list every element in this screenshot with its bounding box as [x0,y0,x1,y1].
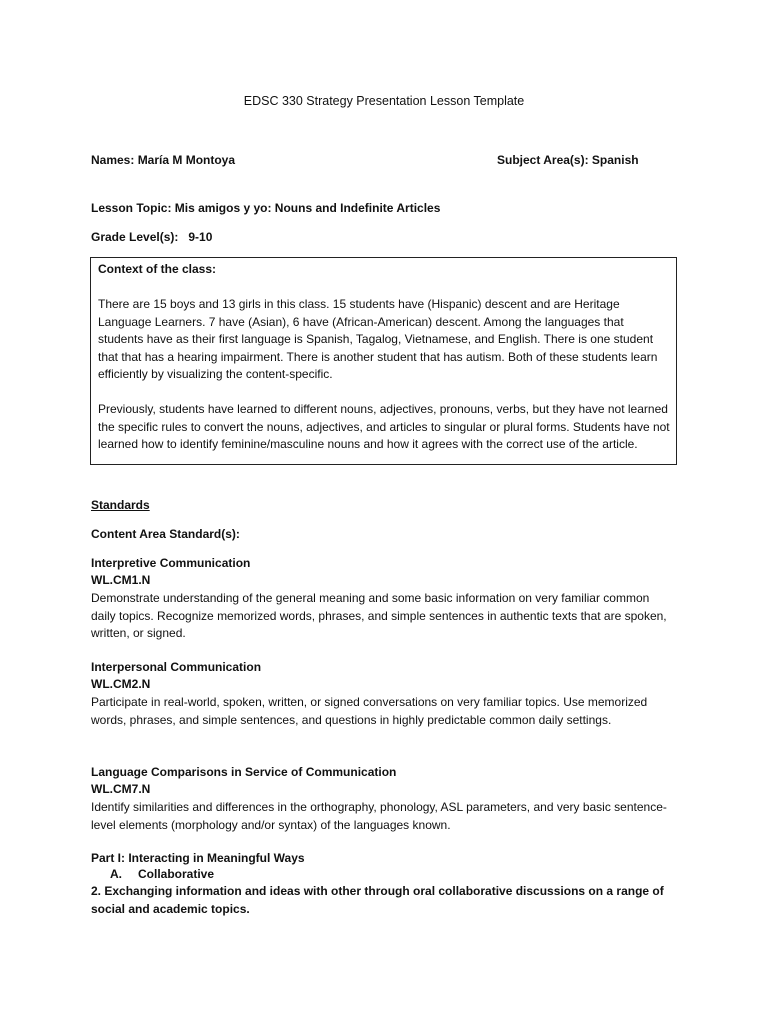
content-area-heading: Content Area Standard(s): [91,527,240,541]
standard-title-language-comparisons: Language Comparisons in Service of Communication [91,765,397,779]
subject-area-line: Subject Area(s): Spanish [497,153,639,167]
names-line: Names: María M Montoya [91,153,236,167]
grade-level-line: Grade Level(s): 9-10 [91,230,213,244]
document-title: EDSC 330 Strategy Presentation Lesson Template [243,94,525,108]
standard-text-cm7: Identify similarities and differences in the orthography, phonology, ASL parameters, and very basic sentence-level elements (morphology and/or syntax) of the languages known. [91,800,667,832]
standard-text-cm1: Demonstrate understanding of the general meaning and some basic information on very familiar common daily topics. Recognize memorized words, phrases, and simple sentences in authentic texts that are spoken, written, or signed. [91,591,667,640]
standard-text-cm2: Participate in real-world, spoken, written, or signed conversations on very familiar topics. Use memorized words, phrases, and simple sentences, and questions in highly predictable common daily settings. [91,695,648,727]
list-label: Collaborative [138,867,215,881]
standards-heading: Standards [91,498,150,512]
standard-code-cm1: WL.CM1.N [91,573,151,587]
standard-code-cm7: WL.CM7.N [91,782,151,796]
context-heading: Context of the class: [98,262,217,276]
context-paragraph-2: Previously, students have learned to different nouns, adjectives, pronouns, verbs, but they have not learned the specific rules to convert the nouns, adjectives, and articles to singular or plural forms. Students have not learned how to identify feminine/masculine nouns and how it agrees with the correct use of the article. [98,402,670,451]
list-marker: A. [110,867,122,881]
part1-heading: Part I: Interacting in Meaningful Ways [91,851,305,865]
list-item-collaborative [110,866,214,884]
standard-code-cm2: WL.CM2.N [91,677,151,691]
context-paragraph-1: There are 15 boys and 13 girls in this class. 15 students have (Hispanic) descent and are Heritage Language Learners. 7 have (Asian), 6 have (African-American) descent. Among the languages that students have as their first language is Spanish, Tagalog, Vietnamese, and English. There is one student that that has a hearing impairment. There is another student that has autism. Both of these students learn efficiently by visualizing the content-specific. [98,297,658,381]
lesson-topic-line: Lesson Topic: Mis amigos y yo: Nouns and Indefinite Articles [91,201,441,215]
standard-title-interpretive: Interpretive Communication [91,556,251,570]
standard-title-interpersonal: Interpersonal Communication [91,660,262,674]
part1-item-text: 2. Exchanging information and ideas with other through oral collaborative discussions on a range of social and academic topics. [91,884,664,916]
context-box [90,257,677,465]
